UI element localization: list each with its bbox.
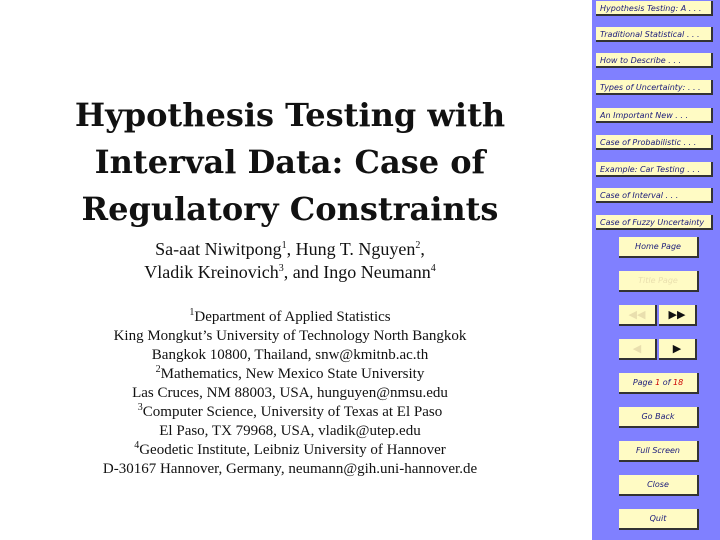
affiliation-3: $^3$Computer Science, University of Texas at El Paso xyxy=(137,402,443,420)
author-line-1: Sa-aat Niwitpong$^1$, Hung T. Nguyen$^2$, xyxy=(155,239,425,259)
nav-item-traditional-statistical[interactable]: Traditional Statistical . . . xyxy=(596,27,713,42)
affiliation-4-line-2: D-30167 Hannover, Germany, neumann@gih.uni-hannover.de xyxy=(102,461,478,477)
fast-forward-icon[interactable]: ▶▶ xyxy=(659,305,697,326)
page-total: 18 xyxy=(672,378,684,387)
title-line-1: Hypothesis Testing with xyxy=(74,96,506,134)
home-page-button[interactable]: Home Page xyxy=(619,237,699,258)
nav-item-example-car-testing[interactable]: Example: Car Testing . . . xyxy=(596,162,713,177)
full-screen-button[interactable]: Full Screen xyxy=(619,441,699,462)
slide-title xyxy=(40,92,540,233)
nav-item-case-fuzzy[interactable]: Case of Fuzzy Uncertainty xyxy=(596,215,713,230)
nav-item-case-interval[interactable]: Case of Interval . . . xyxy=(596,188,713,203)
nav-item-important-new[interactable]: An Important New . . . xyxy=(596,108,713,123)
rewind-icon[interactable]: ◀◀ xyxy=(619,305,657,326)
next-icon[interactable]: ▶ xyxy=(659,339,697,360)
affiliation-2: $^2$Mathematics, New Mexico State University xyxy=(155,364,425,382)
nav-item-case-probabilistic[interactable]: Case of Probabilistic . . . xyxy=(596,135,713,150)
title-page-button[interactable]: Title Page xyxy=(619,271,699,292)
affiliations xyxy=(20,308,560,479)
author-list xyxy=(40,238,540,284)
page-indicator: Page 1 of 18 xyxy=(619,373,699,394)
affiliation-3-line-2: El Paso, TX 79968, USA, vladik@utep.edu xyxy=(159,423,421,439)
affiliation-4: $^4$Geodetic Institute, Leibniz University of Hannover xyxy=(134,440,446,458)
quit-button[interactable]: Quit xyxy=(619,509,699,530)
title-line-2: Interval Data: Case of xyxy=(94,143,486,181)
page-current: 1 xyxy=(655,378,661,387)
affiliation-2-line-2: Las Cruces, NM 88003, USA, hunguyen@nmsu.edu xyxy=(132,385,448,401)
navigation-sidebar xyxy=(592,0,720,540)
go-back-button[interactable]: Go Back xyxy=(619,407,699,428)
nav-item-how-to-describe[interactable]: How to Describe . . . xyxy=(596,53,713,68)
nav-item-types-of-uncertainty[interactable]: Types of Uncertainty: . . . xyxy=(596,80,713,95)
affiliation-1: $^1$Department of Applied Statistics xyxy=(189,307,391,325)
affiliation-1-line-2: King Mongkut’s University of Technology North Bangkok xyxy=(113,328,467,344)
close-button[interactable]: Close xyxy=(619,475,699,496)
author-line-2: Vladik Kreinovich$^3$, and Ingo Neumann$^4$ xyxy=(144,262,436,282)
title-line-3: Regulatory Constraints xyxy=(81,190,499,228)
previous-icon[interactable]: ◀ xyxy=(619,339,657,360)
nav-item-hypothesis-testing[interactable]: Hypothesis Testing: A . . . xyxy=(596,1,713,16)
affiliation-1-line-3: Bangkok 10800, Thailand, snw@kmitnb.ac.th xyxy=(151,347,429,363)
